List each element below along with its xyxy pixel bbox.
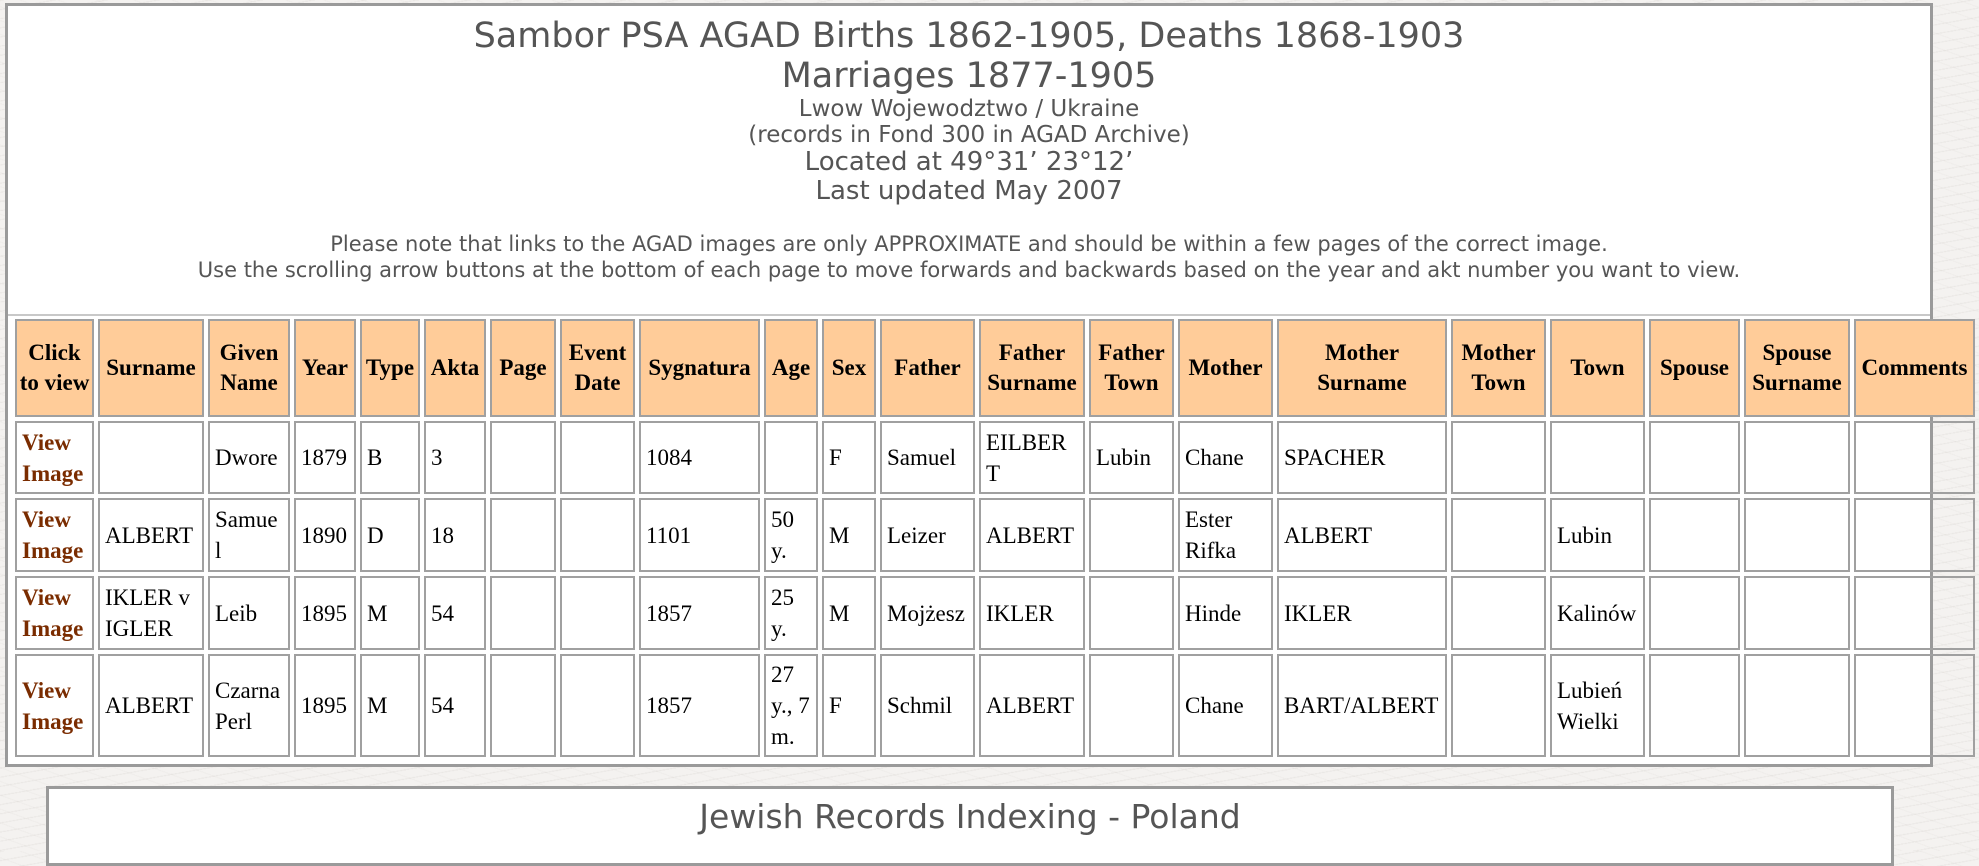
table-cell: 1890	[294, 498, 356, 572]
table-cell	[1649, 654, 1740, 757]
column-header: Given Name	[208, 319, 290, 417]
table-cell: 1857	[639, 576, 760, 650]
table-cell	[560, 421, 635, 494]
table-cell	[98, 421, 204, 494]
column-header: Page	[490, 319, 556, 417]
table-cell	[560, 654, 635, 757]
fond-text: (records in Fond 300 in AGAD Archive)	[748, 122, 1190, 148]
view-image-link[interactable]: View Image	[22, 677, 84, 734]
table-cell: IKLER	[979, 576, 1085, 650]
table-cell: Chane	[1178, 654, 1273, 757]
column-header: Year	[294, 319, 356, 417]
view-image-link[interactable]: View Image	[22, 585, 84, 641]
region-text: Lwow Wojewodztwo / Ukraine	[798, 96, 1140, 122]
column-header: Event Date	[560, 319, 635, 417]
table-cell	[490, 421, 556, 494]
location-text: Located at 49°31’ 23°12’	[804, 147, 1134, 177]
column-header: Spouse Surname	[1744, 319, 1850, 417]
page-header	[8, 6, 1930, 316]
table-cell: 1857	[639, 654, 760, 757]
table-cell	[1744, 498, 1850, 572]
column-header: Father	[880, 319, 975, 417]
table-cell: Lubin	[1089, 421, 1174, 494]
table-cell: ALBERT	[1277, 498, 1447, 572]
table-row	[15, 421, 1975, 494]
column-header: Sygnatura	[639, 319, 760, 417]
table-cell: 27 y., 7 m.	[764, 654, 818, 757]
table-row	[15, 498, 1975, 572]
table-cell: IKLER	[1277, 576, 1447, 650]
column-header: Click to view	[15, 319, 94, 417]
table-cell: 50 y.	[764, 498, 818, 572]
table-cell: BART/ALBERT	[1277, 654, 1447, 757]
table-cell: Ester Rifka	[1178, 498, 1273, 572]
table-cell	[1451, 576, 1546, 650]
column-header: Father Town	[1089, 319, 1174, 417]
table-cell: M	[822, 498, 876, 572]
scrolling-note: Use the scrolling arrow buttons at the bottom of each page to move forwards and backwards based on the year and akt number you want to view.	[197, 258, 1741, 282]
table-cell: Chane	[1178, 421, 1273, 494]
table-cell	[1854, 576, 1975, 650]
table-cell	[560, 576, 635, 650]
footer-frame	[46, 786, 1894, 866]
table-cell: 18	[424, 498, 486, 572]
column-header: Sex	[822, 319, 876, 417]
table-cell: 1895	[294, 654, 356, 757]
table-cell	[1854, 421, 1975, 494]
table-cell: ALBERT	[979, 654, 1085, 757]
last-updated-text: Last updated May 2007	[815, 176, 1123, 206]
table-cell: IKLER v IGLER	[98, 576, 204, 650]
table-cell: 1895	[294, 576, 356, 650]
column-header: Father Surname	[979, 319, 1085, 417]
table-cell: 3	[424, 421, 486, 494]
table-cell: B	[360, 421, 420, 494]
table-cell	[490, 576, 556, 650]
column-header: Spouse	[1649, 319, 1740, 417]
records-table	[11, 315, 1979, 761]
table-cell: F	[822, 421, 876, 494]
table-cell: D	[360, 498, 420, 572]
table-cell: ALBERT	[98, 654, 204, 757]
view-image-link[interactable]: View Image	[22, 507, 84, 563]
table-cell: Leib	[208, 576, 290, 650]
column-header: Age	[764, 319, 818, 417]
table-cell	[15, 576, 94, 650]
records-page-frame	[5, 3, 1968, 767]
table-cell: M	[360, 654, 420, 757]
table-cell: Lubin	[1550, 498, 1645, 572]
table-cell: 25 y.	[764, 576, 818, 650]
view-image-link[interactable]: View Image	[22, 429, 84, 486]
table-cell: Lubień Wielki	[1550, 654, 1645, 757]
table-cell: 54	[424, 654, 486, 757]
page-title-marriages: Marriages 1877-1905	[781, 56, 1157, 96]
table-cell: Mojżesz	[880, 576, 975, 650]
table-cell: Kalinów	[1550, 576, 1645, 650]
column-header: Mother Town	[1451, 319, 1546, 417]
table-cell	[490, 498, 556, 572]
table-cell: M	[822, 576, 876, 650]
table-cell	[15, 421, 94, 494]
table-cell	[1649, 421, 1740, 494]
table-cell	[1744, 576, 1850, 650]
column-header: Surname	[98, 319, 204, 417]
table-cell	[1649, 498, 1740, 572]
table-cell	[560, 498, 635, 572]
table-row	[15, 576, 1975, 650]
table-cell	[1744, 421, 1850, 494]
page-title: Sambor PSA AGAD Births 1862-1905, Deaths 1868-1903	[473, 16, 1465, 56]
table-cell: F	[822, 654, 876, 757]
table-cell	[1744, 654, 1850, 757]
table-cell: 54	[424, 576, 486, 650]
table-row	[15, 654, 1975, 757]
table-cell: ALBERT	[979, 498, 1085, 572]
table-cell	[1649, 576, 1740, 650]
table-cell: 1084	[639, 421, 760, 494]
table-cell: 1101	[639, 498, 760, 572]
table-cell	[15, 498, 94, 572]
table-cell	[1089, 576, 1174, 650]
table-cell	[1089, 654, 1174, 757]
table-cell	[15, 654, 94, 757]
table-cell: Samuel	[880, 421, 975, 494]
table-cell: SPACHER	[1277, 421, 1447, 494]
column-header: Akta	[424, 319, 486, 417]
table-cell: Hinde	[1178, 576, 1273, 650]
table-cell	[764, 421, 818, 494]
table-cell: M	[360, 576, 420, 650]
footer-title: Jewish Records Indexing - Poland	[699, 797, 1241, 836]
table-cell: ALBERT	[98, 498, 204, 572]
table-cell: Czarna Perl	[208, 654, 290, 757]
column-header: Town	[1550, 319, 1645, 417]
column-header: Mother	[1178, 319, 1273, 417]
column-header: Type	[360, 319, 420, 417]
table-cell: 1879	[294, 421, 356, 494]
approximate-note: Please note that links to the AGAD images are only APPROXIMATE and should be within a few pages of the correct image.	[330, 232, 1608, 256]
table-cell	[1089, 498, 1174, 572]
table-cell: Leizer	[880, 498, 975, 572]
table-cell: EILBERT	[979, 421, 1085, 494]
table-cell	[1854, 654, 1975, 757]
table-cell	[1854, 498, 1975, 572]
table-cell: Schmil	[880, 654, 975, 757]
table-cell	[1451, 421, 1546, 494]
table-cell	[1550, 421, 1645, 494]
column-header: Mother Surname	[1277, 319, 1447, 417]
table-header-row	[15, 319, 1975, 417]
table-cell: Samuel	[208, 498, 290, 572]
table-cell	[1451, 654, 1546, 757]
table-cell	[1451, 498, 1546, 572]
table-cell	[490, 654, 556, 757]
table-cell: Dwore	[208, 421, 290, 494]
column-header: Comments	[1854, 319, 1975, 417]
